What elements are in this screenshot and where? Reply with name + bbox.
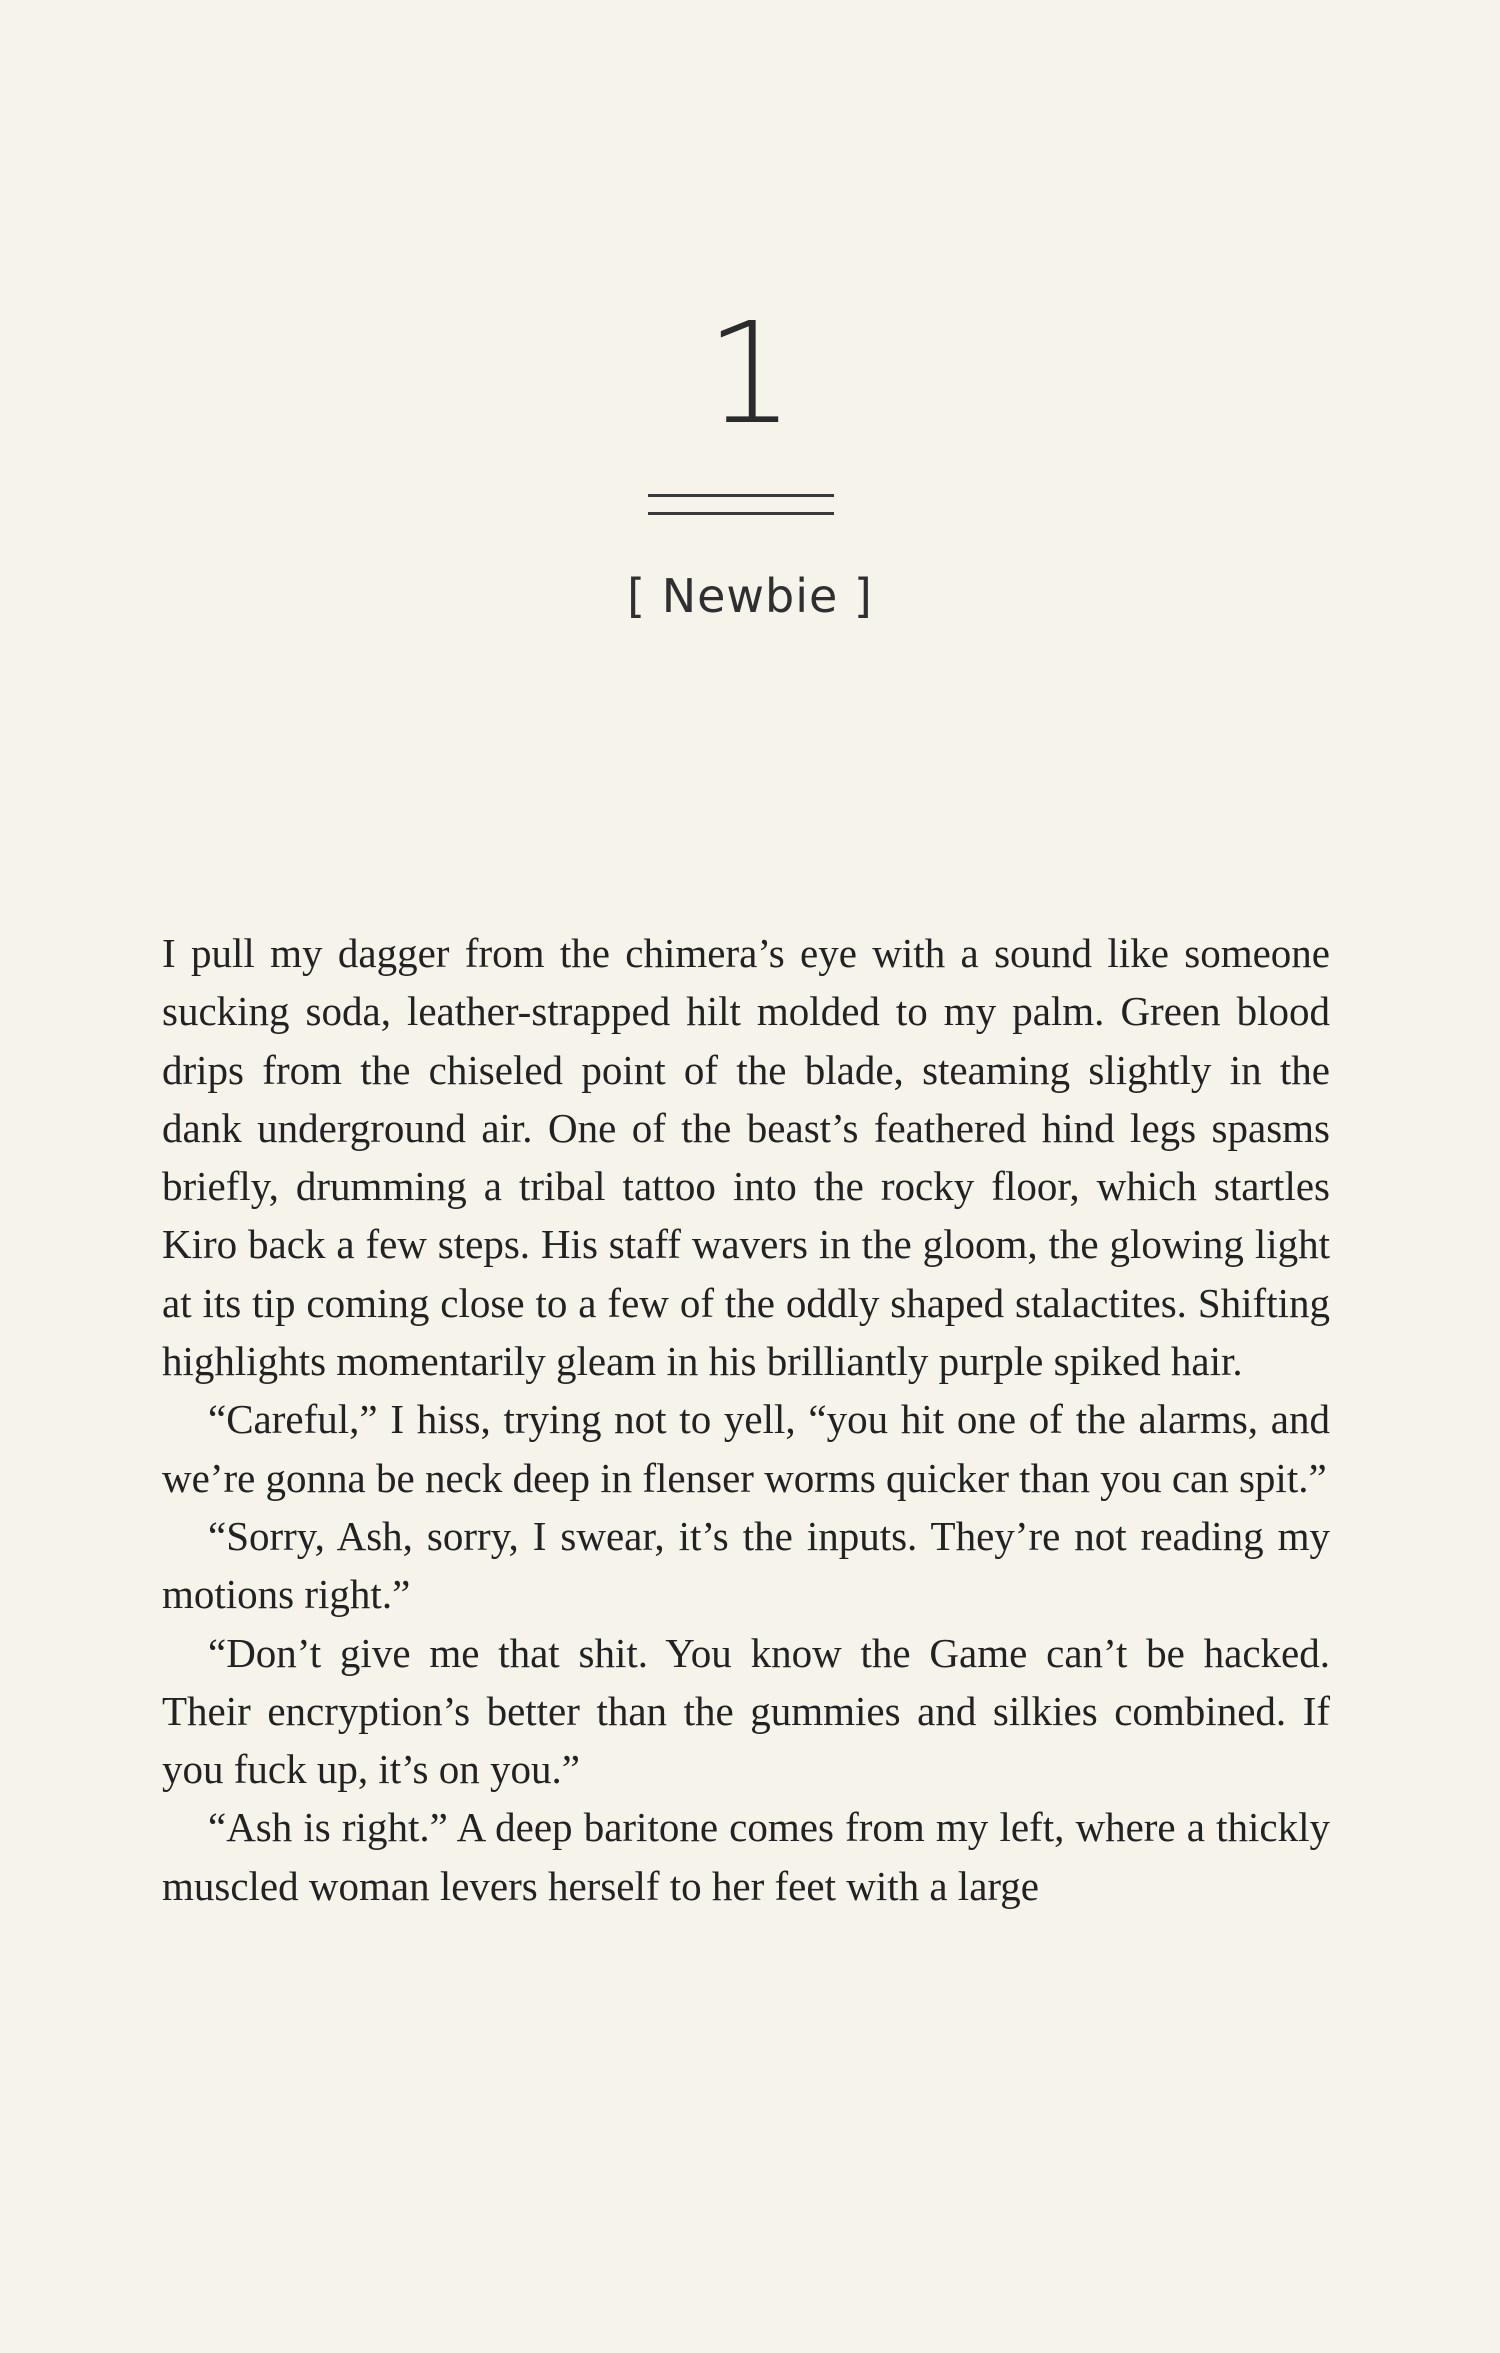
chapter-rule-top [648,494,834,497]
paragraph: I pull my dagger from the chimera’s eye with a sound like someone sucking soda, leather-strapped hilt molded to my palm. Green blood drips from the chiseled point of the blade, steaming slightly in the dank underground air. One of the beast’s feathered hind legs spasms briefly, drumming a tribal tattoo into the rocky floor, which startles Kiro back a few steps. His staff wavers in the gloom, the glowing light at its tip coming close to a few of the oddly shaped stalactites. Shifting highlights momentarily gleam in his brilliantly purple spiked hair. [162,930,1330,1385]
paragraph: “Don’t give me that shit. You know the Game can’t be hacked. Their encryption’s better than the gummies and silkies combined. If you fuck up, it’s on you.” [162,1629,1330,1793]
paragraph: “Ash is right.” A deep baritone comes from my left, where a thickly muscled woman levers herself to her feet with a large [162,1804,1330,1909]
chapter-title: [ Newbie ] [627,569,873,623]
chapter-number: 1 [705,293,795,456]
paragraph: “Careful,” I hiss, trying not to yell, “you hit one of the alarms, and we’re gonna be neck deep in flenser worms quicker than you can spit.” [162,1396,1330,1501]
chapter-rule-bottom [648,512,834,515]
chapter-body [162,924,1330,1915]
paragraph: “Sorry, Ash, sorry, I swear, it’s the inputs. They’re not reading my motions right.” [162,1512,1330,1618]
